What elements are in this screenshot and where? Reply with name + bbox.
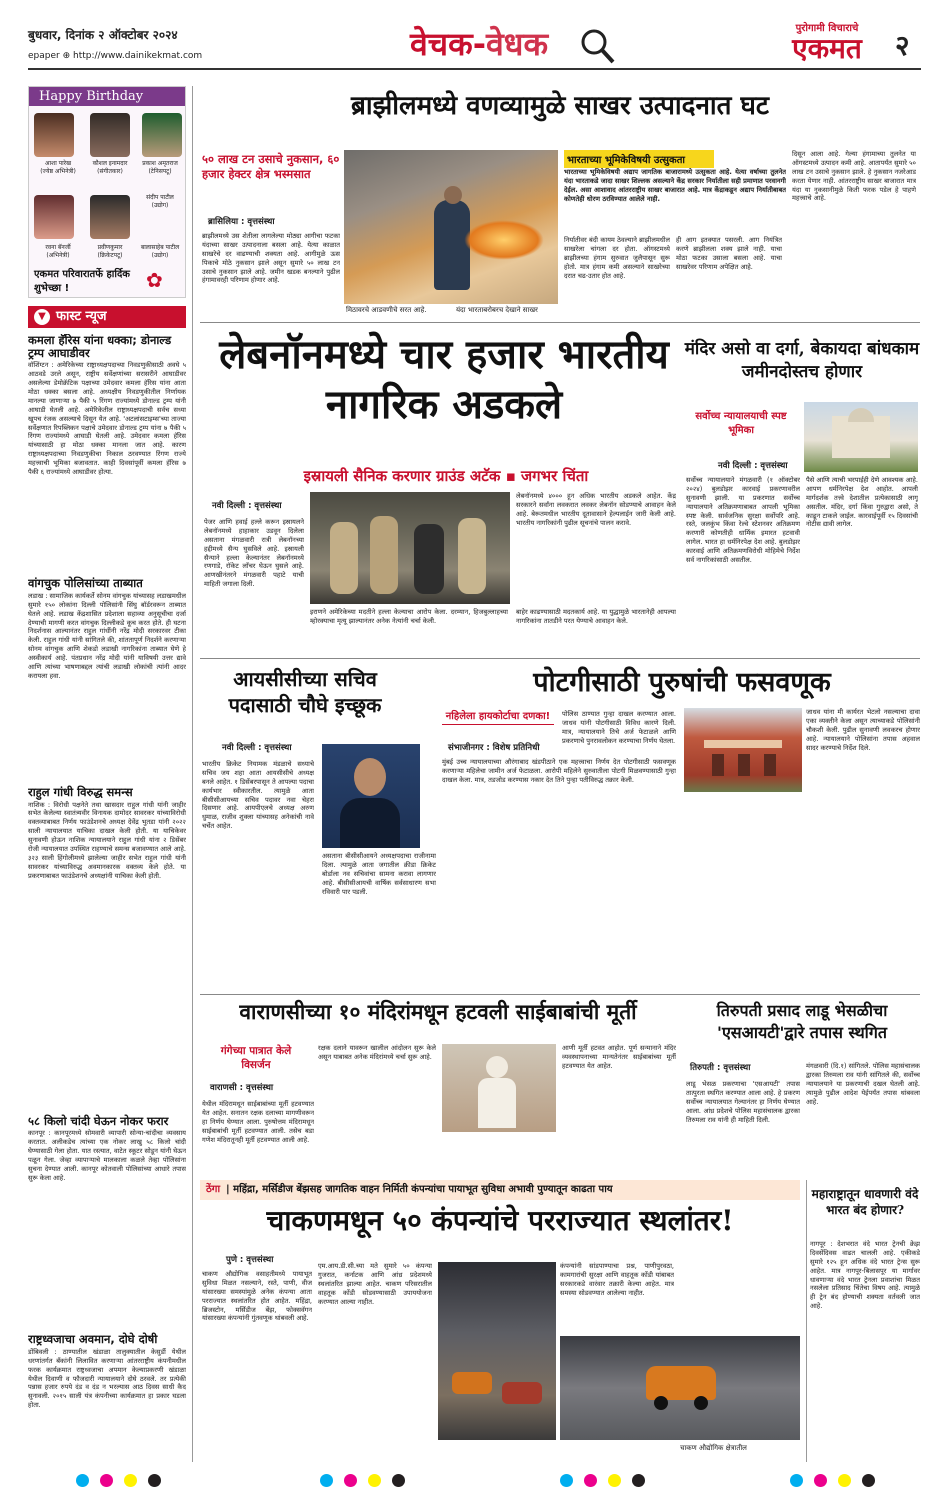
registration-dot — [862, 1474, 875, 1487]
ticker-separator: | — [226, 1184, 230, 1195]
temple-box: सर्वोच्च न्यायालयाची स्पष्ट भूमिका — [695, 411, 787, 436]
list-item — [28, 1333, 186, 1464]
sai-headline: वाराणसीच्या १० मंदिरांमधून हटवली साईबाबांची मूर्ती — [239, 999, 637, 1024]
lebanon-col3b: बाहेर काढण्यासाठी मदतकार्य आहे. या युद्धामुळे भारतानेही आपल्या नागरिकांना तातडीने परत येण्याचे आवाहन केले. — [516, 608, 676, 625]
registration-dot — [814, 1474, 827, 1487]
person-name: प्रकाश अमृतराज — [142, 160, 178, 167]
lebanon-col2: इराणने अमेरिकेच्या मदतीने हल्ला केल्याचा आरोप केला. दरम्यान, हिजबुल्लाहच्या म्होरक्याचा मृत्यू झाल्यानंतर अनेक नेत्यांनी चर्चा केली. — [310, 608, 508, 625]
birthday-person — [32, 244, 84, 260]
person-name: बालासाहेब पाटील — [140, 244, 180, 251]
fast-news-label: फास्ट न्यूज — [56, 309, 107, 324]
person-name: कौशल इनामदार — [92, 160, 128, 167]
person-role: (ज्येष्ठ अभिनेत्री) — [40, 167, 76, 175]
news-body: कानपूर : कानपूरमध्ये सोमवारी व्यापारी सोन्या-चांदीचा व्यवसाय करतात. अलीकडेच त्यांच्या एक नोकर लाखु ५८ किलो चांदी घेण्यासाठी गेला होता. यात रस्त्यात, वाटेत स्कूटर सोडून यांनी घेऊन पळून गेला. जेव्हा व्यापाऱ्याचे मालकाला कळले तेव्हा पोलिसांना सुचना देण्यात आली. कानपूर कोतवाली पोलिसांच्या आधारे तपास सुरू केला आहे. — [28, 1129, 186, 1182]
ticker-text: महिंद्रा, मर्सिडीज बेंझसह जागतिक वाहन निर्मिती कंपन्यांचा पायाभूत सुविधा अभावी पुण्यातून काढता पाय — [233, 1184, 613, 1195]
registration-dot — [790, 1474, 803, 1487]
alimony-col2: पोलिस ठाण्यात गुन्हा दाखल करण्यात आला. जाधव यांनी पोटगीसाठी विविध कारणे दिली. मात्र, न्यायालयाने तिचे अर्ज फेटाळले आणि प्रकरणाचे पुनरावलोकन करण्याचा निर्णय घेतला. — [562, 710, 676, 745]
section-title — [410, 20, 590, 68]
supreme-court-photo — [804, 402, 918, 472]
brazil-col4: ही आग इतक्यात पसरली. आग नियंत्रित करणे ब्राझीलला शक्य झाले नाही. याचा मोठा फटका उसाला बसला आहे. याचा साखरेवर परिणाम अपेक्षित आहे. — [676, 236, 782, 271]
person-role: (क्रिकेटपटू) — [97, 251, 123, 259]
registration-dot — [838, 1474, 851, 1487]
alimony-byline: संभाजीनगर : विशेष प्रतिनिधी — [448, 743, 540, 753]
person-role: (अभिनेत्री) — [46, 251, 70, 259]
news-title: वांगचुक पोलिसांच्या ताब्यात — [28, 576, 143, 591]
news-title: ५८ किलो चांदी घेऊन नोकर फरार — [28, 1113, 169, 1128]
epaper-label: epaper — [28, 51, 60, 61]
registration-dot — [584, 1474, 597, 1487]
epaper-url[interactable]: http://www.dainikekmat.com — [73, 51, 203, 61]
registration-dot — [124, 1474, 137, 1487]
chakan-car-photo — [560, 1336, 800, 1440]
lebanon-col3: लेबनॉनमध्ये ४००० हून अधिक भारतीय अडकले आहेत. केंद्र सरकारने सर्वांना लवकरात लवकर लेबनॉन सोडण्याचे आवाहन केले आहे. बेरूतमधील भारतीय दूतावासाने हेल्पलाईन जारी केली आहे. भारतीय नागरिकांनी पुढील सूचनांचे पालन करावे. — [516, 492, 676, 527]
ticker-bar — [200, 1180, 800, 1200]
brazil-fire-photo — [344, 150, 558, 304]
bandh-body: नागपूर : देशभरात वंदे भारत ट्रेनची क्रेझ दिवसेंदिवस वाढत चालली आहे. एकीकडे सुमारे १२५ हून अधिक वंदे भारत ट्रेन्स सुरू आहेत. मात्र नागपूर-बिलासपूर या मार्गावर धावणाऱ्या वंदे भारत ट्रेनला प्रवाशांचा मिळत नसलेला प्रतिसाद चिंतेचा विषय आहे. त्यामुळे ही ट्रेन बंद होण्याची शक्यता वर्तवली जात आहे. — [810, 1240, 920, 1311]
globe-icon: ⊕ — [62, 51, 71, 61]
section-divider — [200, 994, 920, 995]
birthday-title: Happy Birthday — [29, 87, 185, 106]
brazil-byline: ब्रासिलिया : वृत्तसंस्था — [208, 217, 275, 227]
header-epaper — [28, 51, 202, 61]
header-rule — [28, 68, 921, 70]
temple-byline: नवी दिल्ली : वृत्तसंस्था — [718, 461, 788, 471]
news-body: वॉशिंग्टन : अमेरिकेच्या राष्ट्राध्यक्षपदाच्या निवडणुकीसाठी अवघे ५ आठवडे उरले असून, राष्ट्रीय सर्वेक्षणांच्या सरासरीने आघाडीवर असलेल्या डेमोक्रॅटिक पक्षाच्या उमेदवार कमला हॅरिस यांना आता मोठा धक्का बसला आहे. अध्यक्षीय निवडणुकीतील निर्णायक मानल्या जाणाऱ्या ७ पैकी ५ रिंगण राज्यांमध्ये डोनाल्ड ट्रम्प यांनी आघाडी घेतली आहे. अमेरिकेतील राष्ट्राध्यक्षपदाची सर्वच सध्या खूपच रंजक असल्याचे दिसून येत आहे. 'अटलांसटाइम्स'च्या ताज्या सर्वेक्षणात रिपब्लिकन पक्षाचे उमेदवार डोनाल्ड ट्रम्प यांना ७ पैकी ५ रिंगण राज्यांमध्ये आघाडी घेतली आहे. उमेदवार कमला हॅरिस यांच्यासाठी हा मोठा धक्का मानला जात आहे. कारण राष्ट्राध्यक्षपदाच्या निवडणुकीचा निकाल ठरवण्यात रिंगण राज्ये महत्त्वाची भूमिका बजावतात. काही दिवसांपूर्वी कमला हॅरिस ७ पैकी ६ राज्यांमध्ये आघाडीवर होत्या. — [28, 361, 186, 476]
alimony-col3: जाधव यांना मी कार्यरत भेटलो नसल्याचा दावा एका व्यक्तीने केला असून त्याच्याकडे पोलिसांनी चौकशी केली. पुढील सुनावणी लवकरच होणार आहे. न्यायालयाने पोलिसांना तपास अहवाल सादर करण्याचे निर्देश दिले. — [806, 708, 920, 752]
birthday-person — [134, 194, 186, 210]
lebanon-col1: पेजर आणि हवाई हल्ले करून इस्रायलने लेबनॉनमध्ये हाहाकार उडवून दिलेला असताना मंगळवारी रात्री लेबनॉनच्या हद्दीमध्ये सैन्य घुसविले आहे. इस्रायली सैन्याने हल्ला केल्यानंतर लेबनॉनमध्ये रणगाडे, रॉकेट लाँचर घेऊन घुसले आहे. आणखीनंतरने मंगळवारी पहाटे याची माहिती जगाला दिली. — [204, 518, 304, 589]
sai-byline: वाराणसी : वृत्तसंस्था — [210, 1083, 274, 1093]
icc-col1: भारतीय क्रिकेट नियामक मंडळाचे सध्याचे सचिव जय शहा आता आयसीसीचे अध्यक्ष बनले आहेत. १ डिसेंबरपासून ते आपल्या पदाचा कार्यभार स्वीकारतील. त्यामुळे आता बीसीसीआयच्या सचिव पदावर नवा चेहरा दिसणार आहे. आयपीएलचे अध्यक्ष अरुण धुमाळ, राजीव शुक्ला यांच्यासह अनेकांची नावे चर्चेत आहेत. — [202, 760, 314, 831]
brand-tagline: पुरोगामी विचाराचे — [795, 23, 859, 34]
laddu-body2: मंगळवारी (दि.१) सांगितले. पोलिस महासंचालक द्वारका तिरुमला राव यांनी सांगितले की, सर्वोच्च न्यायालयाने या प्रकरणाची दखल घेतली आहे. त्यामुळे पुढील आदेश येईपर्यंत तपास थांबवला आहे. — [806, 1062, 920, 1106]
page-number: २ — [895, 29, 910, 62]
temple-headline: मंदिर असो वा दर्गा, बेकायदा बांधकाम जमीनदोस्तच होणार — [684, 339, 920, 382]
sai-body: येथील मंदिरामधून साईबाबांच्या मूर्ती हटवण्यात येत आहेत. सनातन रक्षक दलाच्या मागणीवरून हा निर्णय घेण्यात आला. पुरुषोत्तम मंदिरामधून साईबाबांची मूर्ती हटवण्यात आली. तसेच बडा गणेश मंदिरातूनही मूर्ती हटवण्यात आली आहे. — [202, 1100, 314, 1144]
sai-idol-photo — [442, 1044, 556, 1132]
news-title: कमला हॅरिस यांना धक्का; डोनाल्ड ट्रम्प आघाडीवर — [28, 334, 172, 360]
brazil-kicker: ५० लाख टन उसाचे नुकसान, ६० हजार हेक्टर क्षेत्र भस्मसात — [202, 152, 340, 181]
lebanon-soldiers-photo — [310, 492, 510, 604]
list-item — [28, 577, 186, 782]
section-divider — [200, 322, 920, 323]
brand-name: एकमत — [792, 32, 862, 65]
brazil-side-label: भारताच्या भूमिकेविषयी उत्सुकता — [564, 150, 714, 168]
chevron-down-icon: ▼ — [34, 309, 50, 325]
section-title-left: वेचक- — [410, 25, 486, 63]
person-name: आशा पारेख — [45, 160, 71, 167]
birthday-person — [134, 160, 186, 176]
laddu-headline: तिरुपती प्रसाद लाडू भेसळीचा 'एसआयटी'द्वारे तपास स्थगित — [716, 1001, 888, 1043]
chakan-byline: पुणे : वृत्तसंस्था — [226, 1255, 274, 1265]
chakan-col1: चाकण औद्योगिक वसाहतीमध्ये पायाभूत सुविधा मिळत नसल्याने, रस्ते, पाणी, वीज यांसारख्या समस्यांमुळे अनेक कंपन्या आता परराज्यात स्थलांतरित होत आहेत. महिंद्रा, ब्रिजस्टोन, मर्सिडीज बेंझ, फोक्सवॅगन यांसारख्या कंपन्यांनी गुंतवणूक थांबवली आहे. — [202, 1270, 312, 1323]
chakan-factory-photo — [438, 1262, 556, 1440]
brazil-caption-left: मिठावरचे आडवणीचे सरत आहे. — [346, 306, 427, 314]
brazil-caption-right: यंदा भारताबरोबरच देखाने साखर — [456, 306, 538, 314]
avatar — [34, 113, 74, 157]
sai-col3: आणी मूर्ती हटवत आहोत. पूर्ण सन्मानाने मंदिर व्यवस्थापनाच्या मान्यतेनंतर साईबाबांच्या मूर्ती हटवण्यात येत आहेत. — [562, 1044, 676, 1070]
birthday-person — [84, 244, 136, 260]
birthday-person — [134, 244, 186, 260]
fast-news-banner — [28, 306, 186, 328]
icc-col2: असताना बीसीसीआयने अध्यक्षपदाचा राजीनामा दिला. त्यामुळे आता जगातील क्रीडा क्रिकेट बोर्डाला नव सचिवांचा सामना करावा लागणार आहे. बीसीसीआयची वार्षिक सर्वसाधारण सभा रविवारी पार पडली. — [322, 852, 436, 896]
registration-dot — [148, 1474, 161, 1487]
avatar — [34, 195, 74, 239]
person-role: (उद्योग) — [151, 251, 169, 259]
birthday-person — [84, 160, 136, 176]
registration-dot — [392, 1474, 405, 1487]
birthday-wish: एकमत परिवारातर्फे हार्दिक शुभेच्छा ! — [34, 269, 130, 294]
person-name: संदीप पाटील — [146, 194, 174, 201]
header-date: बुधवार, दिनांक २ ऑक्टोबर २०२४ — [28, 28, 178, 42]
alimony-headline: पोटगीसाठी पुरुषांची फसवणूक — [533, 667, 831, 698]
brazil-side-body: भारताच्या भूमिकेविषयी अद्याप जागतिक बाजारामध्ये उत्सुकता आहे. येत्या वर्षाच्या तुलनेत यंदा भारताकडे जादा साखर शिल्लक असल्याने केंद्र सरकार निर्यातीला सही प्रमाणात परवानगी देईल. असा आशावाद आंतरराष्ट्रीय साखर बाजारात आहे. मात्र केंद्राकडून अद्याप निर्यातीबाबत कोणतेही धोरण ठरविण्यात आलेले नाही. — [564, 168, 786, 203]
brazil-col5: दिसून आला आहे. गेल्या हंगामाच्या तुलनेत या ऑगस्टमध्ये उत्पादन कमी आहे. आतापर्यंत सुमारे ५० लाख टन उसाचे नुकसान झाले. हे नुकसान नजरेआड करता येणार नाही. आंतरराष्ट्रीय साखर बाजारात मात्र यंदा या नुकसानीमुळे किती फरक पडेल हे पाहणे महत्त्वाचे आहे. — [792, 150, 916, 203]
chakan-caption: चाकण औद्योगिक क्षेत्रातील — [680, 1444, 747, 1452]
registration-dot — [76, 1474, 89, 1487]
laddu-byline: तिरुपती : वृत्तसंस्था — [690, 1063, 751, 1073]
news-body: नाशिक : विरोधी पक्षनेते तथा खासदार राहुल गांधी यांनी जाहीर सभेत केलेल्या स्वातंत्र्यवीर विनायक दामोदर सावरकर यांच्याविरोधी वक्तव्याबाबत निर्णय फाउंडेशनचे अध्यक्ष देवेंद्र भुतडा यांनी २०२२ साली न्यायालयात याचिका दाखल केली होती. या याचिकेवर सुनावणी होऊन नाशिक न्यायालयाने राहुल गांधी यांना २ डिसेंबर रोजी न्यायालयात उपस्थित राहण्याचे समन्स बजावण्यात आले आहे. ३२३ साली हिंगोलीमध्ये झालेल्या जाहीर सभेत राहुल गांधी यांनी सावरकर यांच्याविरुद्ध अवमानकारक वक्तव्य केले होते. या प्रकरणाबाबत फाउंडेशनचे अध्यक्षांनी याचिका केली होती. — [28, 800, 186, 880]
temple-body: सर्वोच्च न्यायालयाने मंगळवारी (१ ऑक्टोबर २०२४) बुलडोझर कारवाई प्रकरणावरील सुनावणी झाली. या प्रकरणात सर्वोच्च न्यायालयाने अतिक्रमणाबाबत आपली भूमिका स्पष्ट केली. सार्वजनिक सुरक्षा सर्वोपरि आहे. रस्ते, जलकुंभ किंवा रेल्वे स्टेशनवर अतिक्रमण करणारी कोणतीही धार्मिक इमारत हटवावी लागेल. भारत हा धर्मनिरपेक्ष देश आहे. बुलडोझर कारवाई आणि अतिक्रमणविरोधी मोहिमेचे निर्देश सर्व नागरिकांसाठी असतील. — [686, 476, 800, 565]
brazil-headline: ब्राझीलमध्ये वणव्यामुळे साखर उत्पादनात घट — [351, 91, 769, 121]
list-item — [28, 334, 186, 573]
sai-col2: रक्षक दलाने यावरून खालील आंदोलन सुरू केले असून याबाबत अनेक मंदिरांमध्ये चर्चा सुरू आहे. — [318, 1044, 436, 1061]
alimony-box: नहिलेला हायकोर्टाचा दणका! — [442, 710, 554, 725]
sidebar-divider — [192, 86, 193, 1462]
chakan-col3: कंपन्यांनी सांडपाण्याचा प्रश्न, पाणीपुरवठा, कामगारांची सुरक्षा आणि वाहतूक कोंडी यांबाबत सरकारकडे वारंवार तक्रारी केल्या आहेत. मात्र समस्या सोडवण्यात आलेल्या नाहीत. — [560, 1262, 674, 1297]
icc-byline: नवी दिल्ली : वृत्तसंस्था — [222, 743, 292, 753]
list-item — [28, 786, 186, 1111]
bouquet-icon: ✿ — [146, 268, 163, 292]
registration-dot — [560, 1474, 573, 1487]
ticker-label: ठेंगा — [206, 1184, 221, 1195]
brazil-col3: निर्यातीवर बंदी कायम ठेवल्याने ब्राझीलमधील साखरेला चांगला दर होता. ऑगस्टमध्ये ब्राझीलच्या हंगाम सुरुवात जुलैपासून सुरू होतो. मात्र हंगाम कमी असल्याने साखरेच्या दरात चढ-उतार होत आहे. — [564, 236, 670, 280]
jay-shah-photo — [322, 744, 420, 848]
avatar — [90, 113, 130, 157]
registration-dot — [344, 1474, 357, 1487]
lebanon-byline: नवी दिल्ली : वृत्तसंस्था — [212, 501, 282, 511]
lebanon-headline: लेबनॉनमध्ये चार हजार भारतीय नागरिक अडकले — [219, 331, 669, 428]
section-title-right: वेधक — [485, 25, 549, 63]
lebanon-subhead: इस्रायली सैनिक करणार ग्राउंड अटॅक ▪ जगभर चिंता — [303, 467, 589, 485]
print-registration-marks — [0, 1474, 945, 1494]
sai-box: गंगेच्या पात्रात केले विसर्जन — [220, 1045, 292, 1072]
registration-dot — [320, 1474, 333, 1487]
sidebar-divider — [806, 1180, 807, 1462]
person-name: रवना बॅनर्जी — [45, 244, 71, 251]
registration-dot — [608, 1474, 621, 1487]
chakan-headline: चाकणमधून ५० कंपन्यांचे परराज्यात स्थलांतर! — [266, 1204, 734, 1237]
person-role: (संगीतकार) — [97, 167, 123, 175]
avatar — [142, 113, 182, 157]
fast-news-list — [28, 334, 186, 1464]
laddu-body: लाडू भेसळ प्रकरणाचा 'एसआयटी' तपास तात्पुरता स्थगित करण्यात आला आहे. हे प्रकरण सर्वोच्च न्यायालयात गेल्यानंतर हा निर्णय घेण्यात आला. आंध्र प्रदेशचे पोलिस महासंचालक द्वारका तिरुमला राव यांनी ही माहिती दिली. — [686, 1080, 800, 1124]
registration-dot — [368, 1474, 381, 1487]
person-name: प्रवीणकुमार — [97, 244, 123, 251]
news-title: राहुल गांधी विरुद्ध समन्स — [28, 784, 133, 799]
birthday-person — [32, 160, 84, 176]
icc-headline: आयसीसीच्या सचिव पदासाठी चौघे इच्छूक — [228, 667, 382, 717]
brand-logo — [770, 20, 884, 68]
bandh-headline: महाराष्ट्रातून धावणारी वंदे भारत बंद होणार? — [811, 1187, 919, 1218]
magnifier-icon — [576, 26, 616, 66]
alimony-body: मुंबई उच्च न्यायालयाच्या औरंगाबाद खंडपीठाने एक महत्त्वाचा निर्णय देत पोटगीसाठी फसवणूक करणाऱ्या महिलेचा जामीन अर्ज फेटाळला. आरोपी महिलेने सुरुवातीला पोटगी मिळवण्यासाठी गुन्हा दाखल केला. मात्र, तडजोड करण्यास नकार देत तिने पुन्हा पतीविरुद्ध तक्रार केली. — [442, 758, 676, 784]
news-title: राष्ट्रध्वजाचा अवमान, दोघे दोषी — [28, 1332, 158, 1347]
person-role: (उद्योग) — [151, 201, 169, 209]
news-body: डोंबिवली : ठाण्यातील खंडाळा तालुक्यातील केसुर्डी येथील धरणांतर्गत बँकांनी लिलावित करणाऱ्या आंतरराष्ट्रीय कंपनीमधील फरक कार्यक्रमात राष्ट्रध्वजाचा अपमान केल्याप्रकरणी खंडाळा येथील दिवाणी व फौजदारी न्यायालयाने दोघे ठरवले. तर प्रत्येकी पन्नास हजार रुपये दंड व दंड न भरल्यास आठ दिवस साधी कैद सुनावली. २०१५ साली यंत्र कंपनीच्या कार्यक्रमात हा प्रकार घडला होता. — [28, 1347, 186, 1410]
court-building-photo — [684, 708, 802, 792]
brazil-body: ब्राझीलमध्ये उस शेतीला लागलेल्या मोठ्या आगीचा फटका यंदाच्या साखर उत्पादनाला बसला आहे. येत्या काळात साखरेचे दर वाढण्याची शक्यता आहे. आगीमुळे ऊस पिकाचे मोठे नुकसान झाले असून सुमारे ५० लाख टन उसाचे नुकसान झाले आहे. जमीन खडक बनल्याने पुढील हंगामावरही परिणाम होणार आहे. — [202, 232, 340, 285]
avatar — [90, 195, 130, 239]
list-item — [28, 1115, 186, 1330]
registration-dot — [632, 1474, 645, 1487]
registration-dot — [100, 1474, 113, 1487]
chakan-col2: एम.आय.डी.सी.च्या मते सुमारे ५० कंपन्या गुजरात, कर्नाटक आणि आंध्र प्रदेशमध्ये स्थलांतरित झाल्या आहेत. चाकण परिसरातील वाहतूक कोंडी सोडवण्यासाठी उपाययोजना करण्यात आल्या नाहीत. — [318, 1262, 432, 1306]
person-role: (टेनिसपटू) — [148, 167, 172, 175]
section-divider — [200, 658, 920, 659]
temple-body2: पैसे आणि त्याची भरपाईही देणे आवश्यक आहे. आपण धर्मनिरपेक्ष देश आहोत. आपली मार्गदर्शक तत्त्वे देशातील प्रत्येकासाठी लागू असतील. मंदिर, दर्गा किंवा गुरुद्वारा असो, ते काढून टाकले जाईल. कारवाईपूर्वी १५ दिवसांची नोटीस द्यावी लागेल. — [806, 476, 918, 529]
news-body: लडाख : सामाजिक कार्यकर्ते सोनम वांगचुक यांच्यासह लडाखमधील सुमारे १५० लोकांना दिल्ली पोलिसांनी सिंघु बॉर्डरवरून ताब्यात घेतले आहे. लडाख केंद्रशासित प्रदेशाला सहाव्या अनुसूचीचा दर्जा देण्याची मागणी करत वांगचुक दिल्लीकडे कूच करत होते. ही घटना निदर्शनास आल्यानंतर राहुल गांधींनी नरेंद्र मोदी सरकारवर टीका केली. राहुल गांधी यांनी सांगितले की, शांततापूर्ण निदर्शने करणाऱ्या सोनम वांगचुक आणि शेकडो लडाखी नागरिकांना ताब्यात घेणे हे अस्वीकार्य आहे. पंतप्रधान नरेंद्र मोदी यांनी याविषयी उत्तर द्यावे आणि त्यांच्या भाषणाबद्दल त्यांची लडाखी लोकांची त्यांनी आदर करायला हवा. — [28, 591, 186, 680]
